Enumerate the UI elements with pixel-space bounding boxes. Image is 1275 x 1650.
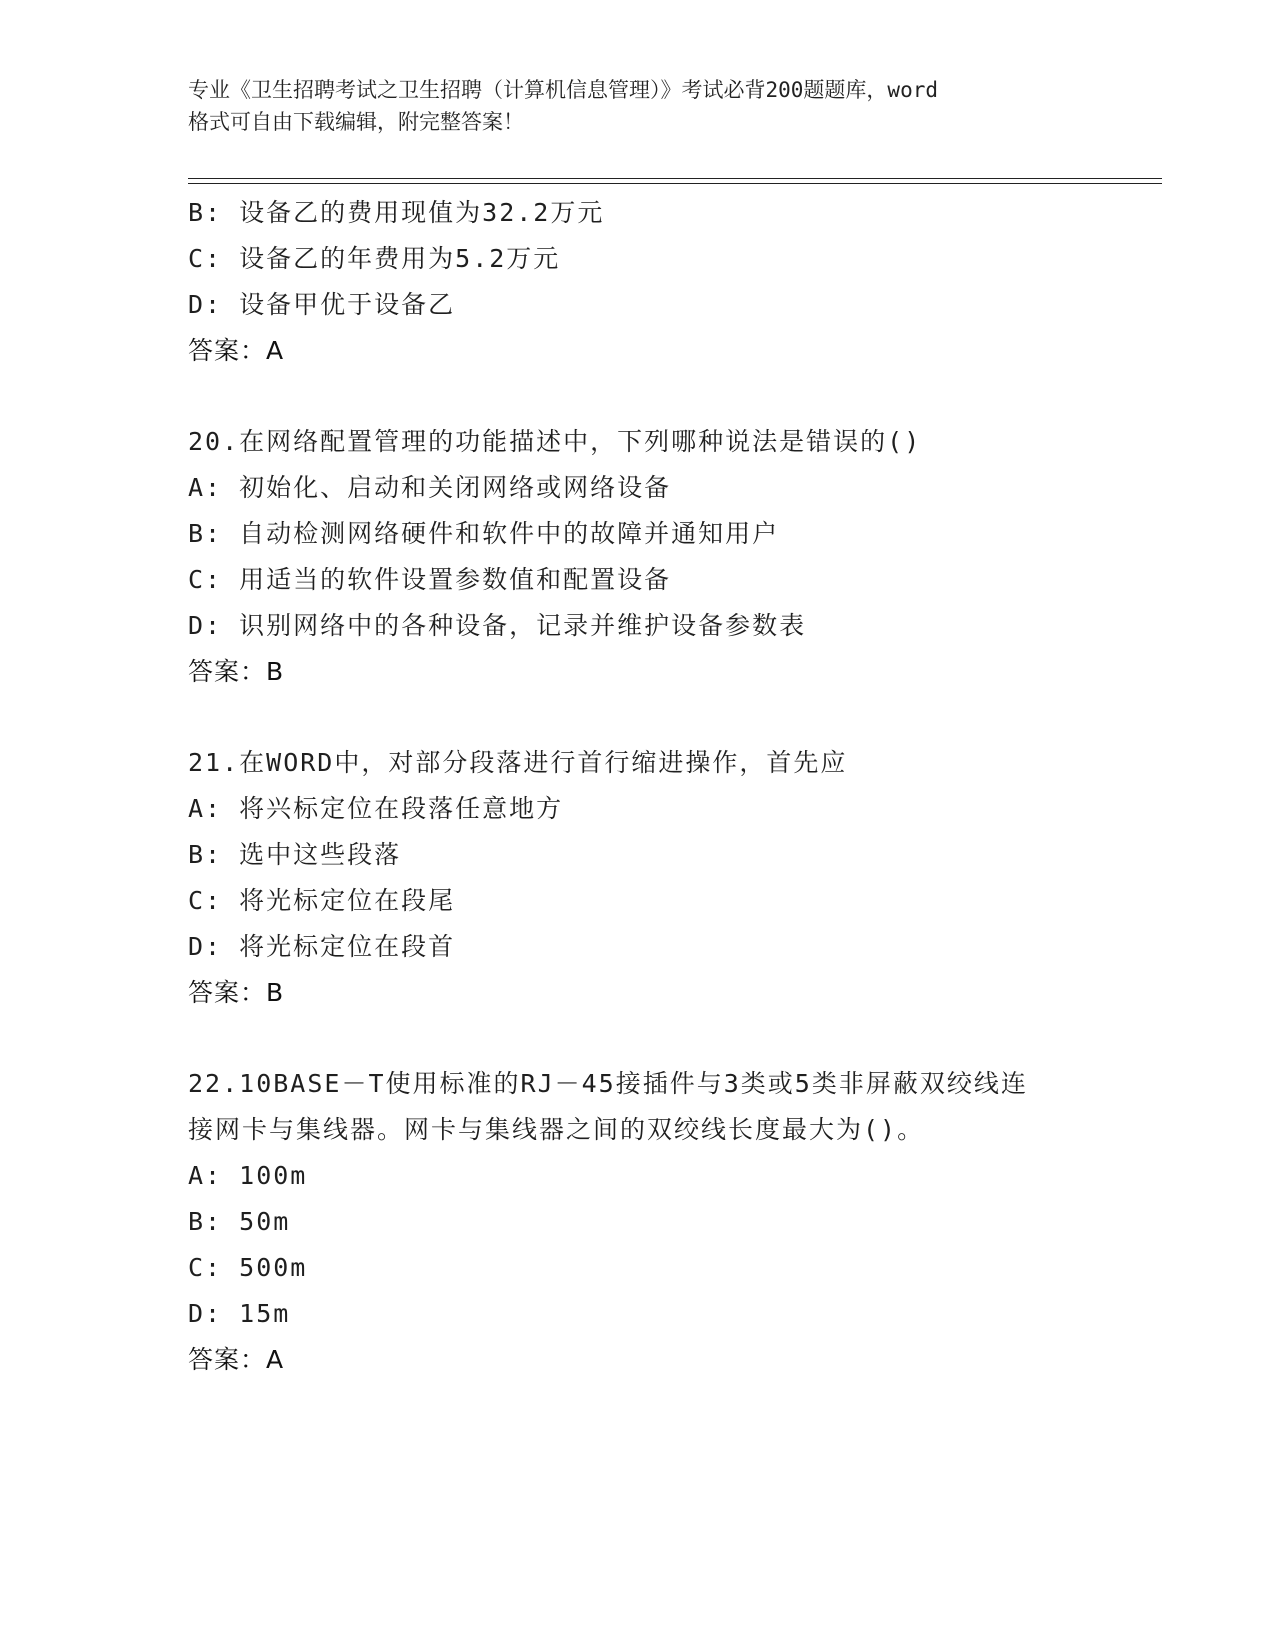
question-block-20 bbox=[188, 419, 1148, 695]
option-d: D: 15m bbox=[188, 1299, 291, 1328]
question-block-21 bbox=[188, 740, 1148, 1016]
option-b: B: 选中这些段落 bbox=[188, 840, 402, 869]
document-header bbox=[188, 74, 1088, 138]
option-a: A: 100m bbox=[188, 1161, 308, 1190]
answer-line: 答案：A bbox=[188, 336, 285, 365]
option-b: B: 50m bbox=[188, 1207, 291, 1236]
option-c: C: 将光标定位在段尾 bbox=[188, 886, 456, 915]
question-list bbox=[188, 190, 1148, 1383]
header-line-1: 专业《卫生招聘考试之卫生招聘（计算机信息管理）》考试必背200题题库，word bbox=[188, 78, 938, 102]
option-a: A: 将兴标定位在段落任意地方 bbox=[188, 794, 564, 823]
question-stem: 20.在网络配置管理的功能描述中，下列哪种说法是错误的() bbox=[188, 427, 922, 456]
option-c: C: 用适当的软件设置参数值和配置设备 bbox=[188, 565, 672, 594]
option-c: C: 500m bbox=[188, 1253, 308, 1282]
header-divider-top bbox=[188, 178, 1162, 179]
question-block-prev bbox=[188, 190, 1148, 374]
option-d: D: 将光标定位在段首 bbox=[188, 932, 456, 961]
option-b: B: 设备乙的费用现值为32.2万元 bbox=[188, 198, 605, 227]
question-stem: 21.在WORD中，对部分段落进行首行缩进操作，首先应 bbox=[188, 748, 848, 777]
option-c: C: 设备乙的年费用为5.2万元 bbox=[188, 244, 561, 273]
header-line-2: 格式可自由下载编辑，附完整答案！ bbox=[188, 110, 524, 134]
question-block-22 bbox=[188, 1061, 1148, 1383]
question-stem-line-1: 22.10BASE－T使用标准的RJ－45接插件与3类或5类非屏蔽双绞线连 bbox=[188, 1069, 1028, 1098]
option-d: D: 设备甲优于设备乙 bbox=[188, 290, 456, 319]
option-b: B: 自动检测网络硬件和软件中的故障并通知用户 bbox=[188, 519, 780, 548]
header-divider-bottom bbox=[188, 183, 1162, 184]
answer-line: 答案：A bbox=[188, 1345, 285, 1374]
question-stem-line-2: 接网卡与集线器。网卡与集线器之间的双绞线长度最大为()。 bbox=[188, 1115, 925, 1144]
option-d: D: 识别网络中的各种设备，记录并维护设备参数表 bbox=[188, 611, 807, 640]
option-a: A: 初始化、启动和关闭网络或网络设备 bbox=[188, 473, 672, 502]
answer-line: 答案：B bbox=[188, 657, 285, 686]
question-stem bbox=[188, 1061, 1088, 1153]
answer-line: 答案：B bbox=[188, 978, 285, 1007]
